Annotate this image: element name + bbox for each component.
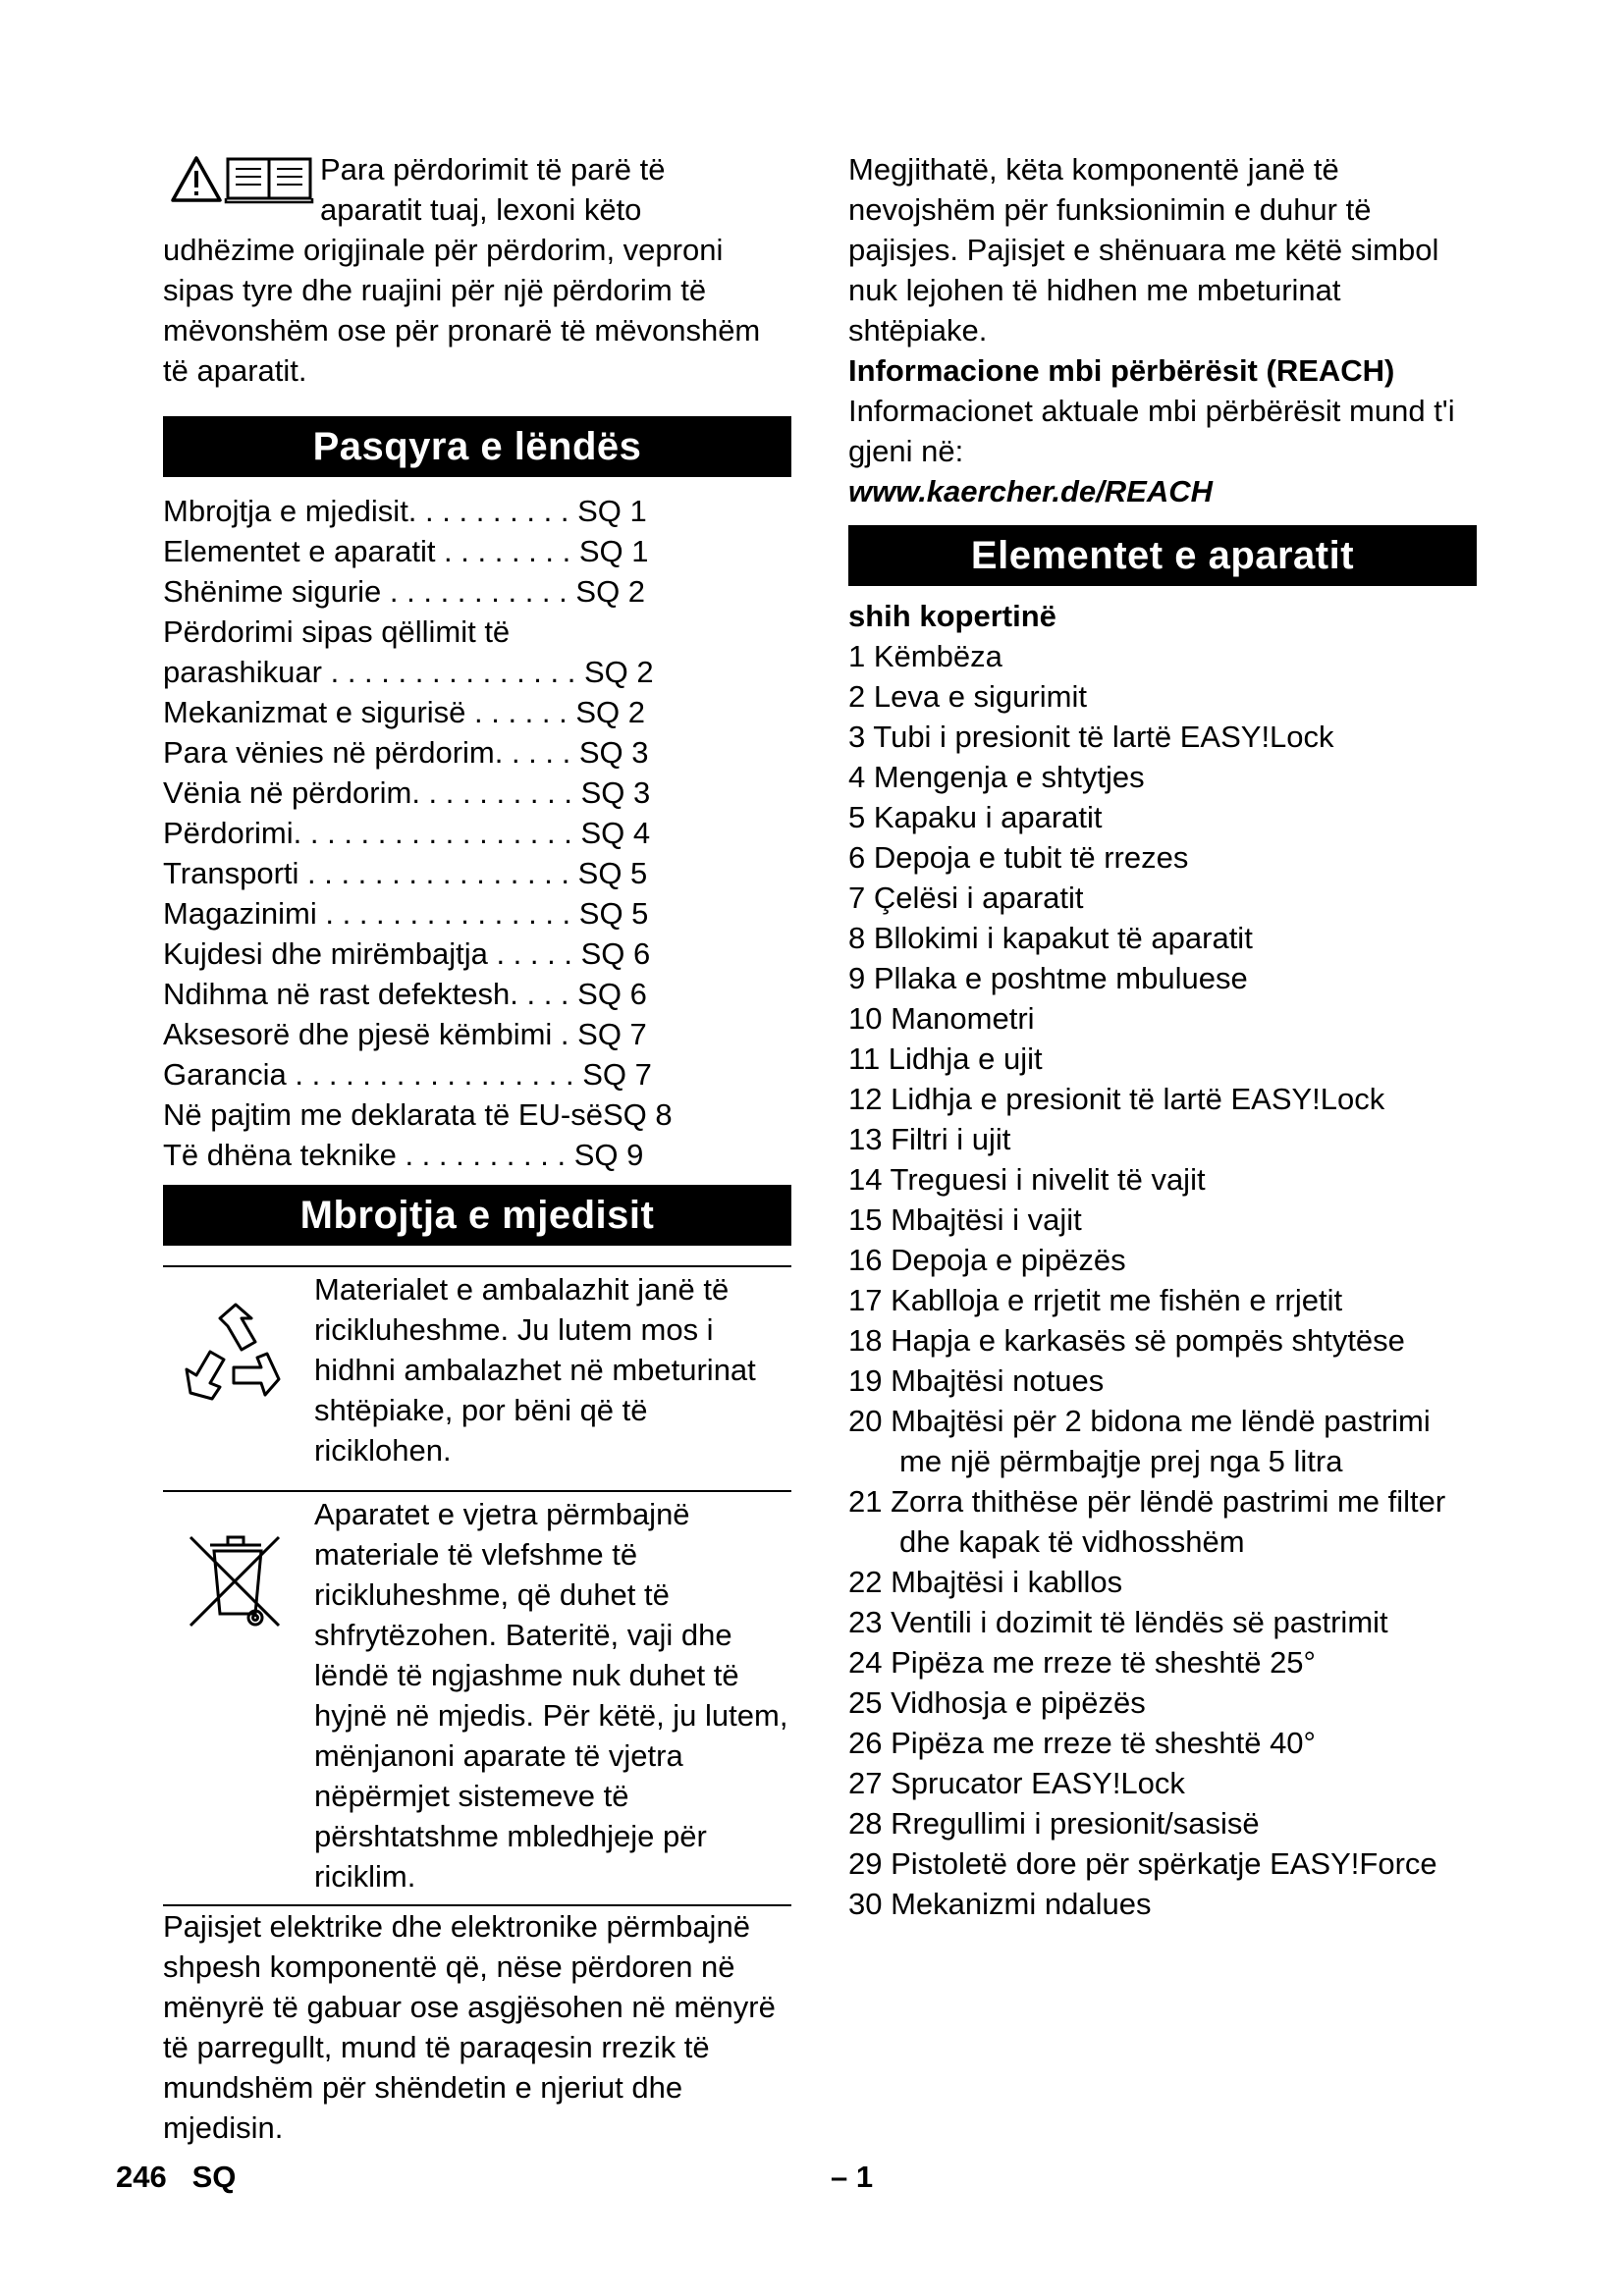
toc-page: SQ 6 xyxy=(577,977,647,1011)
toc-label: Në pajtim me deklarata të EU-së xyxy=(163,1097,603,1132)
recycle-icon xyxy=(177,1297,295,1415)
warning-triangle-icon xyxy=(173,158,220,200)
weee-notice xyxy=(163,1490,791,1896)
toc-item[interactable] xyxy=(163,893,791,934)
warning-and-manual-icon xyxy=(171,155,314,204)
toc-label: Mbrojtja e mjedisit. . . . . . . . . . xyxy=(163,494,569,528)
toc-item[interactable] xyxy=(163,974,791,1014)
toc-item[interactable] xyxy=(163,1054,791,1095)
open-book-icon xyxy=(226,159,312,202)
list-item: 18 Hapja e karkasës së pompës shtytëse xyxy=(848,1323,1405,1358)
list-item: 7 Çelësi i aparatit xyxy=(848,881,1084,915)
toc-item[interactable] xyxy=(163,732,791,773)
reach-text: Informacionet aktuale mbi përbërësit mund t'i gjeni në: xyxy=(848,394,1455,468)
toc-page: SQ 1 xyxy=(578,534,649,568)
list-item: 4 Mengenja e shtytjes xyxy=(848,760,1145,794)
list-item: 24 Pipëza me rreze të sheshtë 25° xyxy=(848,1645,1316,1680)
electronics-text: Pajisjet elektrike dhe elektronike përmbajnë shpesh komponentë që, nëse përdoren në mënyrë të gabuar ose asgjësohen në mënyrë të parregullt, mund të paraqesin rrezik të mundshëm për shëndetin e njeriut dhe mjedisin. xyxy=(163,1909,776,2145)
intro-notice xyxy=(163,149,791,391)
toc-page: SQ 5 xyxy=(577,856,648,890)
toc-label: Aksesorë dhe pjesë këmbimi . xyxy=(163,1017,569,1051)
environment-heading: Mbrojtja e mjedisit xyxy=(163,1185,791,1246)
toc-page: SQ 1 xyxy=(577,494,647,528)
toc-item[interactable] xyxy=(163,692,791,732)
parts-list xyxy=(848,596,1477,1924)
toc-heading: Pasqyra e lëndës xyxy=(163,416,791,477)
list-item: 29 Pistoletë dore për spërkatje EASY!Force xyxy=(848,1846,1437,1881)
language-code: SQ xyxy=(191,2160,237,2194)
right-column xyxy=(848,149,1477,1924)
toc-label: Vënia në përdorim. . . . . . . . . . xyxy=(163,775,572,810)
see-cover-label: shih kopertinë xyxy=(848,599,1056,633)
list-item: 10 Manometri xyxy=(848,1001,1035,1036)
intro-line-1: Para përdorimit të parë të xyxy=(320,152,666,187)
list-item: 17 Kablloja e rrjetit me fishën e rrjetit xyxy=(848,1283,1343,1317)
toc-item[interactable] xyxy=(163,1095,791,1135)
reach-heading: Informacione mbi përbërësit (REACH) xyxy=(848,353,1395,388)
toc-label: Kujdesi dhe mirëmbajtja . . . . . xyxy=(163,936,572,971)
toc-item[interactable] xyxy=(163,652,791,692)
page-number-value: 246 xyxy=(116,2160,167,2194)
toc-page: SQ 2 xyxy=(584,655,654,689)
list-item: 21 Zorra thithëse për lëndë pastrimi me filter dhe kapak të vidhosshëm xyxy=(848,1484,1446,1559)
toc-label: Garancia . . . . . . . . . . . . . . . . . xyxy=(163,1057,574,1092)
toc-page: SQ 2 xyxy=(575,574,646,609)
list-item: 3 Tubi i presionit të lartë EASY!Lock xyxy=(848,720,1334,754)
toc-item[interactable] xyxy=(163,491,791,531)
local-page-number: – 1 xyxy=(831,2160,874,2194)
list-item: 11 Lidhja e ujit xyxy=(848,1041,1043,1076)
toc-item[interactable] xyxy=(163,813,791,853)
reach-link[interactable]: www.kaercher.de/REACH xyxy=(848,474,1213,508)
table-of-contents xyxy=(163,491,791,1175)
list-item: 5 Kapaku i aparatit xyxy=(848,800,1103,834)
toc-page: SQ 3 xyxy=(580,775,651,810)
list-item: 6 Depoja e tubit të rrezes xyxy=(848,840,1189,875)
list-item: 16 Depoja e pipëzës xyxy=(848,1243,1126,1277)
toc-page: SQ 2 xyxy=(575,695,646,729)
list-item: 14 Treguesi i nivelit të vajit xyxy=(848,1162,1206,1197)
toc-item[interactable] xyxy=(163,1135,791,1175)
toc-page: SQ 5 xyxy=(578,896,649,931)
list-item: 8 Bllokimi i kapakut të aparatit xyxy=(848,921,1253,955)
toc-label: parashikuar . . . . . . . . . . . . . . . xyxy=(163,655,576,689)
toc-page: SQ 4 xyxy=(580,816,651,850)
toc-label: Mekanizmat e sigurisë . . . . . . xyxy=(163,695,568,729)
list-item: 12 Lidhja e presionit të lartë EASY!Lock xyxy=(848,1082,1385,1116)
intro-text: udhëzime origjinale për përdorim, veproni sipas tyre dhe ruajini për një përdorim të mëvonshëm ose për pronarë të mëvonshëm të aparatit. xyxy=(163,233,761,388)
list-item: 20 Mbajtësi për 2 bidona me lëndë pastrimi me një përmbajtje prej nga 5 litra xyxy=(848,1404,1431,1478)
components-text: Megjithatë, këta komponentë janë të nevojshëm për funksionimin e duhur të pajisjes. Pajisjet e shënuara me këtë simbol nuk lejohen të hidhen me mbeturinat shtëpiake. xyxy=(848,152,1439,347)
toc-label: Transporti . . . . . . . . . . . . . . . . xyxy=(163,856,570,890)
list-item: 25 Vidhosja e pipëzës xyxy=(848,1685,1146,1720)
toc-item[interactable] xyxy=(163,1014,791,1054)
toc-label: Përdorimi. . . . . . . . . . . . . . . . . xyxy=(163,816,572,850)
crossed-bin-icon xyxy=(177,1520,295,1637)
toc-page: SQ 6 xyxy=(580,936,651,971)
intro-line-2: aparatit tuaj, lexoni këto xyxy=(320,192,642,227)
elements-heading: Elementet e aparatit xyxy=(848,525,1477,586)
list-item: 19 Mbajtësi notues xyxy=(848,1363,1105,1398)
list-item: 1 Këmbëza xyxy=(848,639,1002,673)
toc-label: Elementet e aparatit . . . . . . . . xyxy=(163,534,571,568)
toc-item[interactable] xyxy=(163,853,791,893)
toc-label: Të dhëna teknike . . . . . . . . . . xyxy=(163,1138,567,1172)
toc-label: Ndihma në rast defektesh. . . . xyxy=(163,977,569,1011)
toc-page: SQ 8 xyxy=(602,1097,673,1132)
recycling-text: Materialet e ambalazhit janë të ricikluheshme. Ju lutem mos i hidhni ambalazhet në mbeturinat shtëpiake, por bëni që të riciklohen. xyxy=(314,1272,756,1468)
toc-label: Para vënies në përdorim. . . . . xyxy=(163,735,571,770)
toc-item[interactable] xyxy=(163,612,791,652)
recycling-notice xyxy=(163,1265,791,1470)
toc-item[interactable] xyxy=(163,773,791,813)
list-item: 30 Mekanizmi ndalues xyxy=(848,1887,1152,1921)
list-item: 22 Mbajtësi i kabllos xyxy=(848,1565,1123,1599)
toc-label: Përdorimi sipas qëllimit të xyxy=(163,614,511,649)
list-item: 15 Mbajtësi i vajit xyxy=(848,1202,1082,1237)
toc-page: SQ 9 xyxy=(573,1138,644,1172)
toc-label: Shënime sigurie . . . . . . . . . . . xyxy=(163,574,568,609)
list-item: 28 Rregullimi i presionit/sasisë xyxy=(848,1806,1260,1841)
toc-item[interactable] xyxy=(163,934,791,974)
left-column xyxy=(163,149,791,2148)
toc-page: SQ 3 xyxy=(578,735,649,770)
list-item: 26 Pipëza me rreze të sheshtë 40° xyxy=(848,1726,1316,1760)
toc-item[interactable] xyxy=(163,571,791,612)
toc-item[interactable] xyxy=(163,531,791,571)
toc-page: SQ 7 xyxy=(582,1057,652,1092)
list-item: 2 Leva e sigurimit xyxy=(848,679,1087,714)
toc-page: SQ 7 xyxy=(577,1017,647,1051)
list-item: 23 Ventili i dozimit të lëndës së pastrimit xyxy=(848,1605,1388,1639)
toc-label: Magazinimi . . . . . . . . . . . . . . . xyxy=(163,896,571,931)
list-item: 9 Pllaka e poshtme mbuluese xyxy=(848,961,1248,995)
weee-text: Aparatet e vjetra përmbajnë materiale të vlefshme të ricikluheshme, që duhet të shfrytëzohen. Bateritë, vaji dhe lëndë të ngjashme nuk duhet të hyjnë në mjedis. Për këtë, ju lutem, mënjanoni aparate të vjetra nëpërmjet sistemeve të përshtatshme mbledhjeje për riciklim. xyxy=(314,1497,788,1894)
list-item: 13 Filtri i ujit xyxy=(848,1122,1011,1156)
page-number xyxy=(116,2160,236,2195)
list-item: 27 Sprucator EASY!Lock xyxy=(848,1766,1185,1800)
